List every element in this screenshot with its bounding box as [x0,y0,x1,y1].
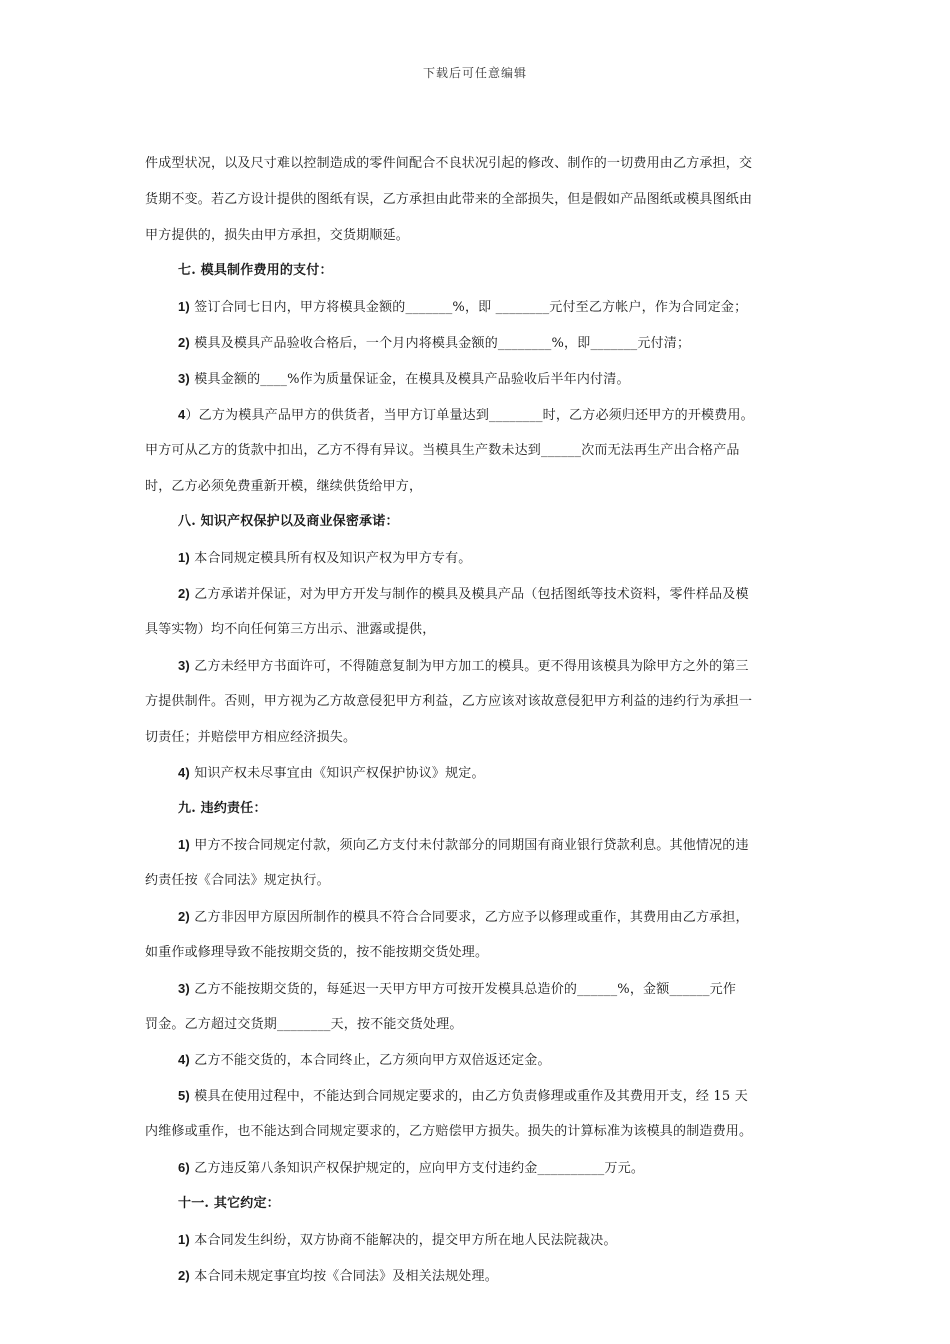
clause-line: 4) 知识产权未尽事宜由《知识产权保护协议》规定。 [178,765,485,781]
body-line: 内维修或重作，也不能达到合同规定要求的，乙方赔偿甲方损失。损失的计算标准为该模具的制造费用。 [145,1124,753,1139]
clause-line: 2) 乙方非因甲方原因所制作的模具不符合合同要求，乙方应予以修理或重作，其费用由乙方承担， [178,909,749,925]
clause-line: 1) 甲方不按合同规定付款，须向乙方支付未付款部分的同期国有商业银行贷款利息。其他情况的违 [178,837,749,853]
clause-line: 1) 签订合同七日内，甲方将模具金额的_______%，即 ________元付至乙方帐户，作为合同定金； [178,299,748,315]
body-line: 罚金。乙方超过交货期________天，按不能交货处理。 [145,1017,463,1032]
clause-line: 4) 乙方不能交货的，本合同终止，乙方须向甲方双倍返还定金。 [178,1052,551,1068]
body-line: 切责任；并赔偿甲方相应经济损失。 [145,730,357,745]
clause-line: 3) 乙方不能按期交货的，每延迟一天甲方甲方可按开发模具总造价的______%，金额______元作 [178,981,737,997]
clause-line: 6) 乙方违反第八条知识产权保护规定的，应向甲方支付违约金__________万元。 [178,1160,645,1176]
clause-line: 3) 乙方未经甲方书面许可，不得随意复制为甲方加工的模具。更不得用该模具为除甲方之外的第三 [178,658,749,674]
body-line: 件成型状况，以及尺寸难以控制造成的零件间配合不良状况引起的修改、制作的一切费用由乙方承担，交 [145,156,753,171]
page-header: 下载后可任意编辑 [422,66,527,80]
body-line: 甲方提供的，损失由甲方承担，交货期顺延。 [145,228,410,243]
section-heading: 十一. 其它约定： [178,1196,280,1211]
clause-line: 2) 本合同未规定事宜均按《合同法》及相关法规处理。 [178,1268,498,1284]
clause-line: 1) 本合同规定模具所有权及知识产权为甲方专有。 [178,550,472,566]
clause-line: 2) 模具及模具产品验收合格后，一个月内将模具金额的________%，即_______元付清； [178,335,691,351]
clause-line: 2) 乙方承诺并保证，对为甲方开发与制作的模具及模具产品（包括图纸等技术资料，零件样品及模 [178,586,749,602]
body-line: 甲方可从乙方的货款中扣出，乙方不得有异议。当模具生产数未达到______次而无法再生产出合格产品 [145,443,740,458]
body-line: 时，乙方必须免费重新开模，继续供货给甲方， [145,479,423,494]
body-line: 如重作或修理导致不能按期交货的，按不能按期交货处理。 [145,945,489,960]
body-line: 方提供制件。否则，甲方视为乙方故意侵犯甲方利益，乙方应该对该故意侵犯甲方利益的违约行为承担一 [145,694,753,709]
clause-line: 3) 模具金额的____%作为质量保证金，在模具及模具产品验收后半年内付清。 [178,371,630,387]
section-heading: 八. 知识产权保护以及商业保密承诺： [178,514,399,529]
clause-line: 4）乙方为模具产品甲方的供货者，当甲方订单量达到________时，乙方必须归还甲方的开模费用。 [178,407,754,423]
section-heading: 七. 模具制作费用的支付： [178,263,333,278]
clause-line: 5) 模具在使用过程中，不能达到合同规定要求的，由乙方负责修理或重作及其费用开支，经 15 天 [178,1088,748,1104]
body-line: 具等实物）均不向任何第三方出示、泄露或提供， [145,622,436,637]
clause-line: 1) 本合同发生纠纷，双方协商不能解决的，提交甲方所在地人民法院裁决。 [178,1232,617,1248]
body-line: 货期不变。若乙方设计提供的图纸有误，乙方承担由此带来的全部损失，但是假如产品图纸或模具图纸由 [145,192,753,207]
section-heading: 九. 违约责任： [178,801,267,816]
body-line: 约责任按《合同法》规定执行。 [145,873,330,888]
